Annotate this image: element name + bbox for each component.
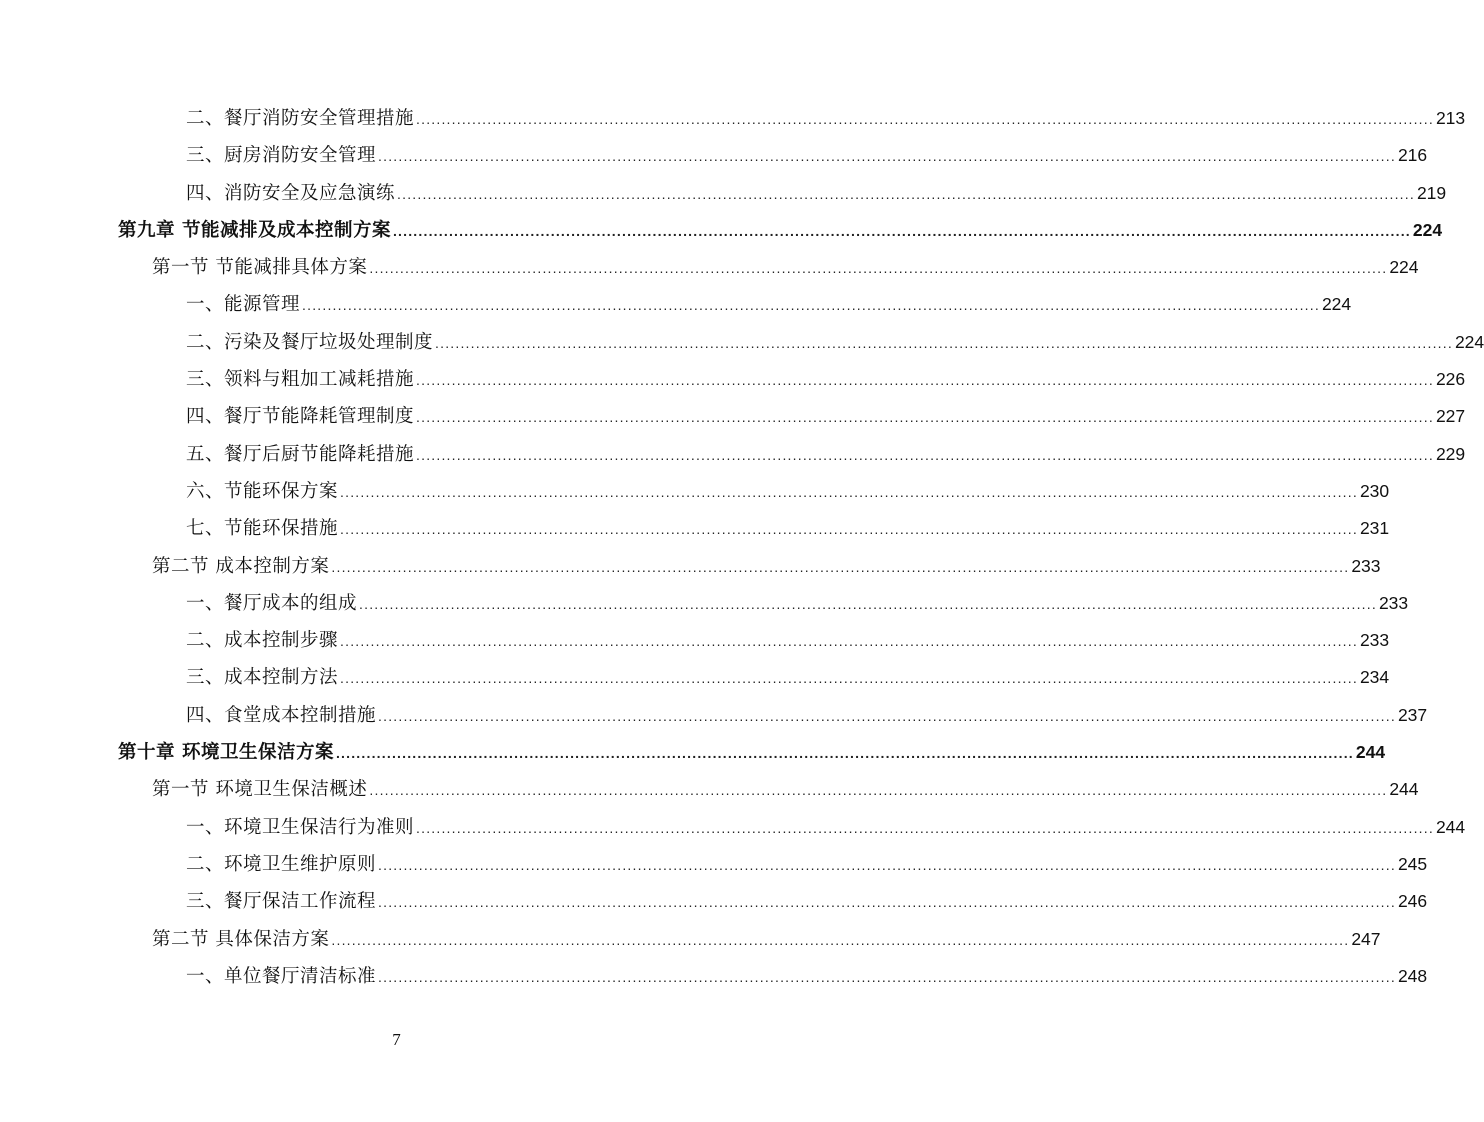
toc-entry-label: 四、消防安全及应急演练 [186, 182, 396, 204]
toc-entry-page: 233 [1359, 630, 1390, 651]
toc-leader-dots: ........................................................................................................................................................................................................ [378, 148, 1396, 165]
toc-entry-label: 一、餐厅成本的组成 [186, 592, 358, 614]
toc-entry-page: 233 [1378, 592, 1409, 613]
toc-item-entry[interactable] [118, 659, 1390, 696]
toc-entry-label: 六、节能环保方案 [186, 480, 339, 502]
toc-leader-dots: ........................................................................................................................................................................................................ [369, 260, 1388, 277]
toc-entry-label: 第九章 节能减排及成本控制方案 [118, 219, 391, 241]
toc-entry-label: 四、餐厅节能降耗管理制度 [186, 406, 415, 428]
page-number: 7 [392, 1030, 401, 1049]
toc-leader-dots: ........................................................................................................................................................................................................ [378, 856, 1396, 873]
toc-leader-dots: ........................................................................................................................................................................................................ [378, 968, 1396, 985]
toc-leader-dots: ........................................................................................................................................................................................................ [340, 521, 1358, 538]
toc-entry-label: 三、领料与粗加工减耗措施 [186, 369, 415, 391]
toc-leader-dots: ........................................................................................................................................................................................................ [340, 483, 1358, 500]
toc-entry-label: 五、餐厅后厨节能降耗措施 [186, 443, 415, 465]
toc-chapter-entry[interactable] [118, 212, 1443, 249]
toc-entry-label: 二、环境卫生维护原则 [186, 853, 377, 875]
toc-item-entry[interactable] [118, 436, 1466, 473]
toc-leader-dots: ........................................................................................................................................................................................................ [435, 334, 1453, 351]
toc-entry-page: 227 [1435, 406, 1466, 427]
toc-leader-dots: ........................................................................................................................................................................................................ [331, 558, 1350, 575]
table-of-contents [118, 100, 1484, 995]
toc-section-entry[interactable] [118, 921, 1381, 958]
toc-leader-dots: ........................................................................................................................................................................................................ [302, 297, 1320, 314]
toc-leader-dots: ........................................................................................................................................................................................................ [416, 409, 1434, 426]
toc-entry-page: 233 [1351, 555, 1381, 576]
toc-item-entry[interactable] [118, 510, 1390, 547]
toc-entry-label: 一、能源管理 [186, 294, 301, 316]
toc-item-entry[interactable] [118, 398, 1466, 435]
toc-item-entry[interactable] [118, 175, 1447, 212]
toc-item-entry[interactable] [118, 100, 1466, 137]
toc-leader-dots: ........................................................................................................................................................................................................ [340, 670, 1358, 687]
toc-entry-label: 三、餐厅保洁工作流程 [186, 891, 377, 913]
toc-item-entry[interactable] [118, 286, 1352, 323]
toc-item-entry[interactable] [118, 846, 1428, 883]
toc-entry-page: 246 [1397, 891, 1428, 912]
toc-entry-page: 237 [1397, 704, 1428, 725]
toc-entry-page: 244 [1355, 742, 1386, 763]
toc-item-entry[interactable] [118, 324, 1484, 361]
toc-leader-dots: ........................................................................................................................................................................................................ [416, 372, 1434, 389]
toc-entry-label: 一、单位餐厅清洁标准 [186, 965, 377, 987]
toc-item-entry[interactable] [118, 958, 1428, 995]
toc-entry-label: 第一节 节能减排具体方案 [152, 257, 368, 279]
toc-entry-page: 216 [1397, 145, 1428, 166]
toc-entry-label: 第十章 环境卫生保洁方案 [118, 742, 334, 764]
toc-leader-dots: ........................................................................................................................................................................................................ [392, 222, 1411, 239]
toc-entry-label: 二、污染及餐厅垃圾处理制度 [186, 331, 434, 353]
toc-leader-dots: ........................................................................................................................................................................................................ [359, 595, 1377, 612]
toc-entry-page: 248 [1397, 965, 1428, 986]
toc-item-entry[interactable] [118, 622, 1390, 659]
toc-entry-label: 第二节 具体保洁方案 [152, 928, 330, 950]
toc-item-entry[interactable] [118, 473, 1390, 510]
toc-leader-dots: ........................................................................................................................................................................................................ [340, 633, 1358, 650]
toc-item-entry[interactable] [118, 883, 1428, 920]
toc-leader-dots: ........................................................................................................................................................................................................ [335, 745, 1354, 762]
toc-leader-dots: ........................................................................................................................................................................................................ [397, 185, 1415, 202]
toc-entry-page: 224 [1321, 294, 1352, 315]
toc-section-entry[interactable] [118, 548, 1381, 585]
toc-item-entry[interactable] [118, 585, 1409, 622]
toc-entry-page: 229 [1435, 443, 1466, 464]
toc-leader-dots: ........................................................................................................................................................................................................ [416, 446, 1434, 463]
toc-entry-page: 247 [1351, 928, 1381, 949]
toc-entry-page: 244 [1389, 779, 1419, 800]
toc-item-entry[interactable] [118, 137, 1428, 174]
toc-entry-page: 231 [1359, 518, 1390, 539]
toc-section-entry[interactable] [118, 249, 1419, 286]
toc-entry-label: 四、食堂成本控制措施 [186, 704, 377, 726]
toc-entry-page: 244 [1435, 816, 1466, 837]
toc-leader-dots: ........................................................................................................................................................................................................ [416, 111, 1434, 127]
toc-item-entry[interactable] [118, 697, 1428, 734]
toc-entry-label: 七、节能环保措施 [186, 518, 339, 540]
toc-leader-dots: ........................................................................................................................................................................................................ [416, 819, 1434, 836]
toc-entry-page: 224 [1412, 219, 1443, 240]
toc-chapter-entry[interactable] [118, 734, 1386, 771]
toc-entry-page: 219 [1416, 182, 1447, 203]
toc-entry-label: 二、成本控制步骤 [186, 630, 339, 652]
toc-leader-dots: ........................................................................................................................................................................................................ [369, 782, 1388, 799]
toc-section-entry[interactable] [118, 771, 1419, 808]
toc-entry-page: 234 [1359, 667, 1390, 688]
toc-item-entry[interactable] [118, 361, 1466, 398]
toc-entry-label: 二、餐厅消防安全管理措施 [186, 108, 415, 129]
toc-entry-page: 230 [1359, 480, 1390, 501]
toc-entry-page: 226 [1435, 369, 1466, 390]
toc-leader-dots: ........................................................................................................................................................................................................ [331, 931, 1350, 948]
toc-leader-dots: ........................................................................................................................................................................................................ [378, 894, 1396, 911]
toc-leader-dots: ........................................................................................................................................................................................................ [378, 707, 1396, 724]
toc-entry-label: 三、成本控制方法 [186, 667, 339, 689]
toc-entry-label: 第二节 成本控制方案 [152, 555, 330, 577]
toc-entry-page: 224 [1454, 331, 1484, 352]
toc-entry-page: 224 [1389, 257, 1419, 278]
toc-entry-label: 第一节 环境卫生保洁概述 [152, 779, 368, 801]
toc-item-entry[interactable] [118, 809, 1466, 846]
toc-entry-label: 一、环境卫生保洁行为准则 [186, 816, 415, 838]
toc-entry-page: 213 [1435, 108, 1466, 128]
toc-entry-label: 三、厨房消防安全管理 [186, 145, 377, 167]
toc-entry-page: 245 [1397, 853, 1428, 874]
